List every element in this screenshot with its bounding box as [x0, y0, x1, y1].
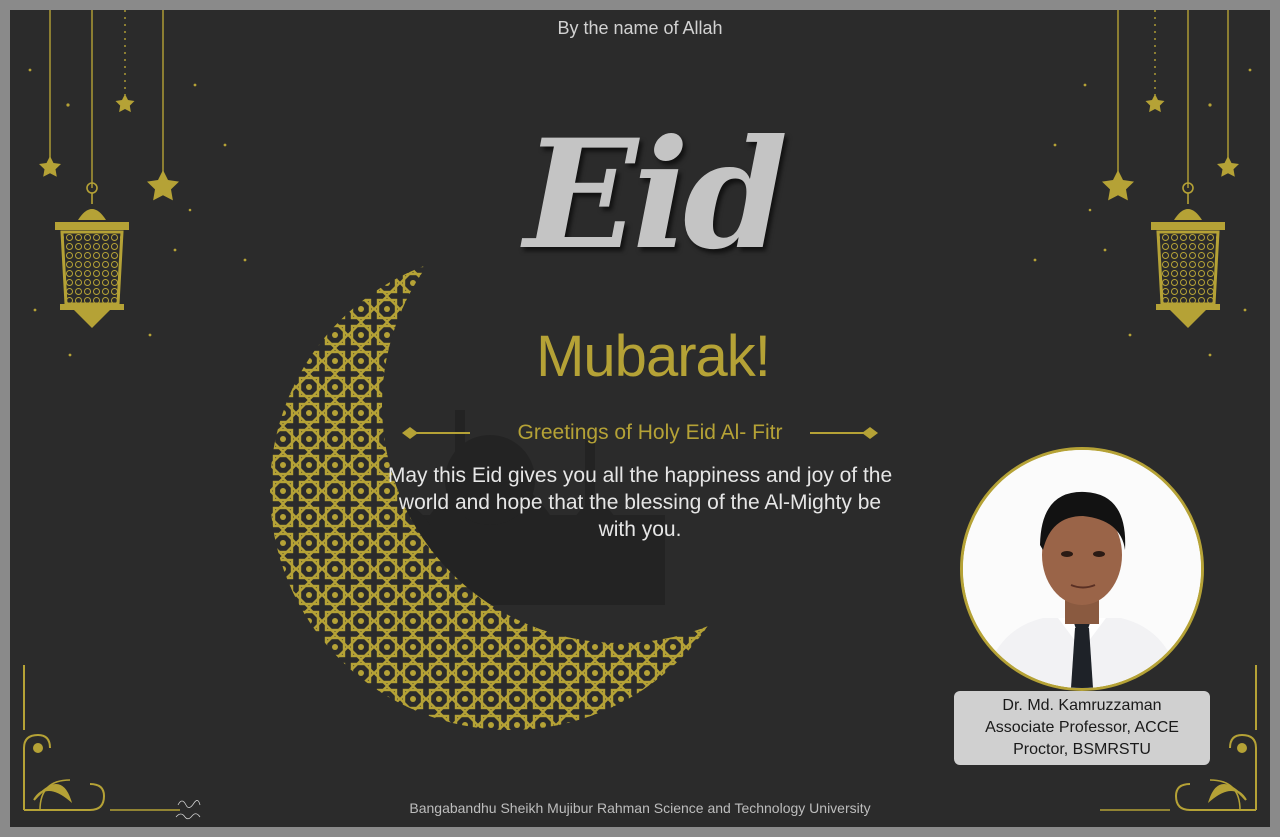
- greeting-message: May this Eid gives you all the happiness and joy of the world and hope that the blessing of the Al-Mighty be with you.: [387, 464, 893, 541]
- invocation-text: By the name of Allah: [557, 18, 723, 38]
- person-info-box: [954, 691, 1210, 765]
- greeting-card: [10, 10, 1270, 827]
- person-photo: [960, 447, 1204, 691]
- university-name: Bangabandhu Sheikh Mujibur Rahman Science and Technology University: [409, 800, 871, 816]
- mubarak-title: Mubarak!: [536, 324, 770, 389]
- person-portrait: [963, 450, 1201, 688]
- person-role: Proctor, BSMRSTU: [1013, 741, 1151, 758]
- greeting-subtitle: Greetings of Holy Eid Al- Fitr: [517, 421, 783, 444]
- person-name: Dr. Md. Kamruzzaman: [1002, 697, 1162, 714]
- person-position: Associate Professor, ACCE: [985, 719, 1179, 736]
- eid-title: Eid: [523, 107, 783, 283]
